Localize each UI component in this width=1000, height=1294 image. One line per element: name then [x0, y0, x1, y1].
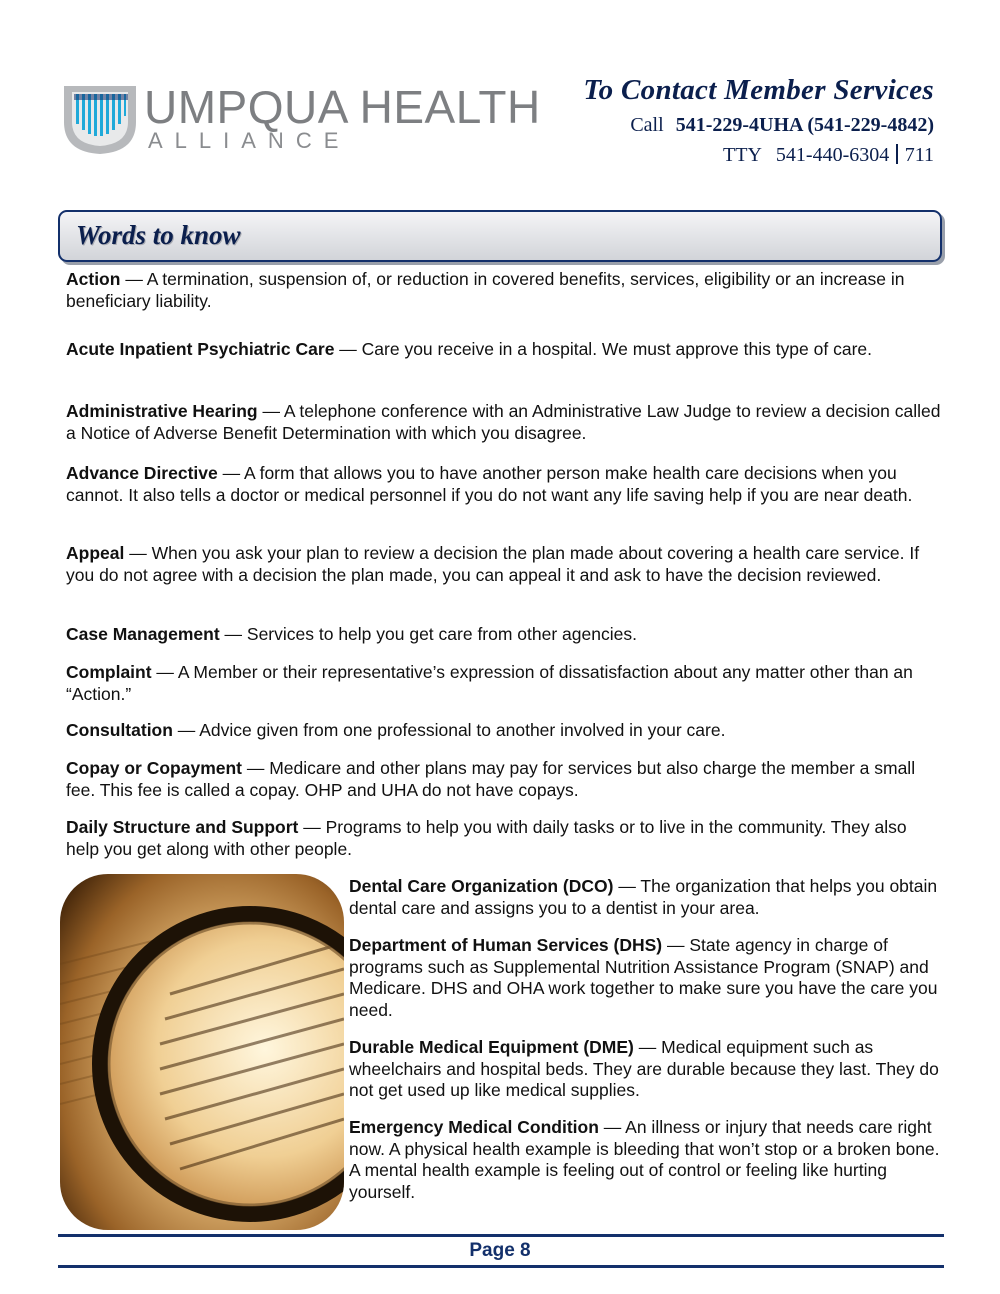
definition-text: — Programs to help you with daily tasks or to live in the community. They also help you get along with other people.: [66, 817, 907, 859]
definition-term: Acute Inpatient Psychiatric Care: [66, 339, 335, 359]
contact-tty-line: [583, 140, 934, 170]
definition-term: Durable Medical Equipment (DME): [349, 1037, 634, 1057]
tty-number[interactable]: 541-440-6304: [775, 144, 890, 166]
contact-call-line: [583, 110, 934, 140]
logo-name: UMPQUA HEALTH: [144, 81, 541, 133]
definition-item: [66, 543, 942, 586]
call-number[interactable]: 541-229-4UHA (541-229-4842): [675, 114, 934, 136]
definition-text: — State agency in charge of programs such as Supplemental Nutrition Assistance Program (SNAP) and Medicare. DHS and OHA work together to make sure you have the care you need.: [349, 935, 938, 1020]
definition-term: Department of Human Services (DHS): [349, 935, 663, 955]
definition-term: Daily Structure and Support: [66, 817, 299, 837]
logo-subtitle: ALLIANCE: [148, 128, 351, 153]
definition-item: [66, 624, 942, 646]
definition-text: — Services to help you get care from other agencies.: [219, 624, 637, 644]
section-title: Words to know: [76, 220, 241, 250]
definition-text: — When you ask your plan to review a decision the plan made about covering a health care service. If you do not agree with a decision the plan made, you can appeal it and ask to have the decision reviewed.: [66, 543, 920, 585]
page-number: Page 8: [469, 1240, 531, 1261]
definition-term: Advance Directive: [66, 463, 218, 483]
definition-item: [66, 720, 942, 742]
definition-item: [66, 662, 942, 705]
definition-term: Administrative Hearing: [66, 401, 258, 421]
definition-text: — Medicare and other plans may pay for services but also charge the member a small fee. This fee is called a copay. OHP and UHA do not have copays.: [66, 758, 916, 800]
definition-text: — An illness or injury that needs care right now. A physical health example is bleeding that won’t stop or a broken bone. A mental health example is feeling out of control or feeling like hurting yourself.: [349, 1117, 940, 1202]
definition-item: [66, 339, 942, 361]
definition-term: Appeal: [66, 543, 125, 563]
definition-item: [66, 401, 942, 444]
definition-text: — A telephone conference with an Administrative Law Judge to review a decision called a Notice of Adverse Benefit Determination with which you disagree.: [66, 401, 941, 443]
contact-title: To Contact Member Services: [583, 74, 934, 106]
definition-item: [349, 876, 945, 919]
definition-text: — A Member or their representative’s expression of dissatisfaction about any matter other than an “Action.”: [66, 662, 913, 704]
definition-text: — Advice given from one professional to another involved in your care.: [172, 720, 726, 740]
definition-term: Copay or Copayment: [66, 758, 242, 778]
section-banner: [58, 210, 942, 262]
magnifying-glass-photo: [60, 874, 344, 1230]
definition-term: Action: [66, 269, 121, 289]
definition-item: [349, 1117, 945, 1203]
definition-text: — A form that allows you to have another person make health care decisions when you cannot. It also tells a doctor or medical personnel if you do not want any life saving help if you are near death.: [66, 463, 913, 505]
divider: [896, 144, 898, 164]
definition-text: — Medical equipment such as wheelchairs and hospital beds. They are durable because they last. They do not get used up like medical supplies.: [349, 1037, 939, 1100]
tty-label: TTY: [723, 144, 762, 166]
contact-block: [583, 72, 934, 170]
tty-relay[interactable]: 711: [904, 144, 934, 166]
definition-item: [349, 1037, 945, 1102]
logo: [62, 81, 541, 160]
definition-item: [66, 758, 942, 801]
definition-term: Consultation: [66, 720, 173, 740]
definition-text: — Care you receive in a hospital. We must approve this type of care.: [334, 339, 872, 359]
definition-item: [66, 463, 942, 506]
definition-term: Dental Care Organization (DCO): [349, 876, 614, 896]
definition-term: Complaint: [66, 662, 152, 682]
shield-logo-icon: [62, 82, 138, 156]
footer-rule-bottom: [58, 1265, 944, 1268]
definition-item: [349, 935, 945, 1021]
definition-item: [66, 269, 942, 312]
definition-term: Case Management: [66, 624, 220, 644]
magnifier-image: [60, 874, 344, 1230]
definition-text: — The organization that helps you obtain dental care and assigns you to a dentist in your area.: [349, 876, 938, 918]
call-label: Call: [630, 114, 664, 136]
footer-rule-top: [58, 1234, 944, 1237]
definition-term: Emergency Medical Condition: [349, 1117, 599, 1137]
definition-item: [66, 817, 942, 860]
definition-text: — A termination, suspension of, or reduction in covered benefits, services, eligibility or an increase in beneficiary liability.: [66, 269, 905, 311]
